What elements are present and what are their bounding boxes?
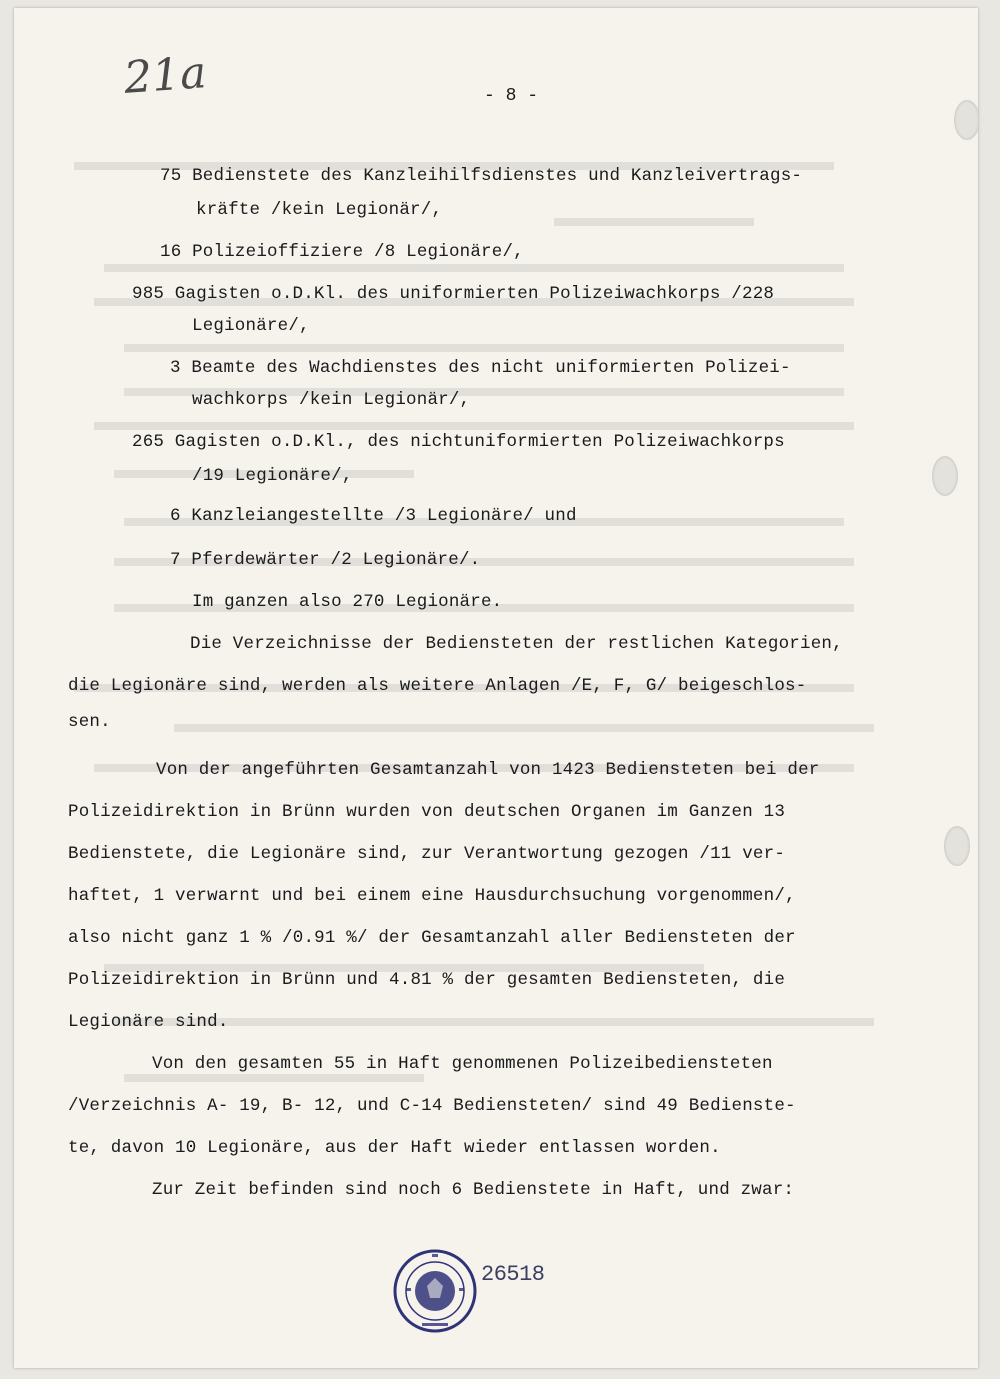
text-line: haftet, 1 verwarnt und bei einem eine Hausdurchsuchung vorgenommen/, xyxy=(68,886,796,906)
text-line: Polizeidirektion in Brünn wurden von deutschen Organen im Ganzen 13 xyxy=(68,802,786,822)
text-line: /Verzeichnis A- 19, B- 12, und C-14 Bediensteten/ sind 49 Bedienste- xyxy=(68,1096,796,1116)
text-line: Polizeidirektion in Brünn und 4.81 % der gesamten Bediensteten, die xyxy=(68,970,786,990)
punch-hole-lower xyxy=(944,826,970,866)
page-number: - 8 - xyxy=(484,86,539,106)
text-line: Von der angeführten Gesamtanzahl von 1423 Bediensteten bei der xyxy=(156,760,820,780)
text-line: die Legionäre sind, werden als weitere Anlagen /E, F, G/ beigeschlos- xyxy=(68,676,807,696)
handwritten-folio-mark: 21a xyxy=(122,47,208,104)
punch-hole-top xyxy=(954,100,978,140)
text-line: Bedienstete, die Legionäre sind, zur Verantwortung gezogen /11 ver- xyxy=(68,844,786,864)
text-line: 7 Pferdewärter /2 Legionäre/. xyxy=(170,550,481,570)
text-line: 3 Beamte des Wachdienstes des nicht uniformierten Polizei- xyxy=(170,358,791,378)
text-line: Legionäre sind. xyxy=(68,1012,229,1032)
punch-hole-middle xyxy=(932,456,958,496)
text-line: kräfte /kein Legionär/, xyxy=(196,200,443,220)
archive-seal-stamp xyxy=(392,1248,478,1334)
archive-number: 26518 xyxy=(481,1262,545,1287)
text-line: Die Verzeichnisse der Bediensteten der restlichen Kategorien, xyxy=(190,634,843,654)
text-line: also nicht ganz 1 % /0.91 %/ der Gesamtanzahl aller Bediensteten der xyxy=(68,928,796,948)
text-line: Im ganzen also 270 Legionäre. xyxy=(192,592,503,612)
text-line: /19 Legionäre/, xyxy=(192,466,353,486)
text-line: Von den gesamten 55 in Haft genommenen Polizeibediensteten xyxy=(152,1054,773,1074)
text-line: Zur Zeit befinden sind noch 6 Bedienstete in Haft, und zwar: xyxy=(152,1180,795,1200)
text-line: 6 Kanzleiangestellte /3 Legionäre/ und xyxy=(170,506,577,526)
document-page xyxy=(14,8,978,1368)
text-line: wachkorps /kein Legionär/, xyxy=(192,390,471,410)
text-line: sen. xyxy=(68,712,111,732)
text-line: 265 Gagisten o.D.Kl., des nichtuniformierten Polizeiwachkorps xyxy=(132,432,785,452)
text-line: Legionäre/, xyxy=(192,316,310,336)
text-line: te, davon 10 Legionäre, aus der Haft wieder entlassen worden. xyxy=(68,1138,721,1158)
text-line: 985 Gagisten o.D.Kl. des uniformierten Polizeiwachkorps /228 xyxy=(132,284,775,304)
text-line: 16 Polizeioffiziere /8 Legionäre/, xyxy=(160,242,524,262)
text-line: 75 Bedienstete des Kanzleihilfsdienstes und Kanzleivertrags- xyxy=(160,166,803,186)
